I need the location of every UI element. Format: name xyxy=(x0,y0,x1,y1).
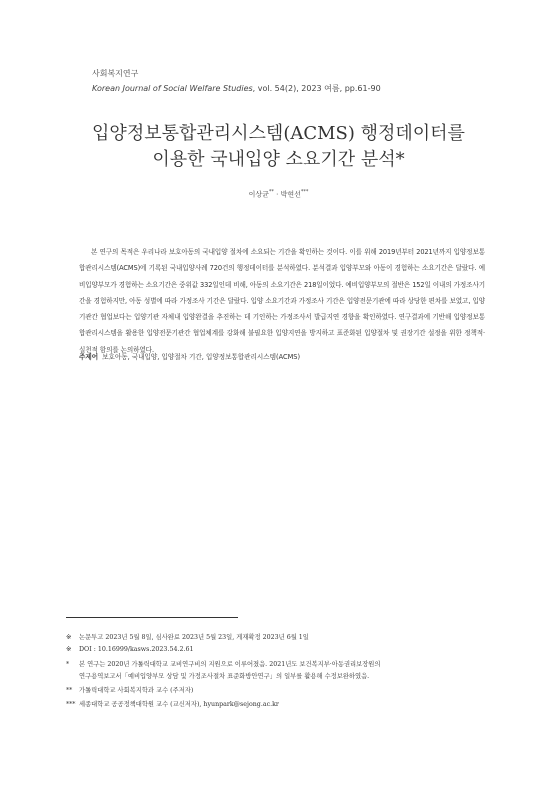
paper-title xyxy=(40,121,517,173)
keywords-label: 주제어 xyxy=(79,353,99,361)
footnote-doi xyxy=(66,646,193,653)
footnote-mark: *** xyxy=(66,701,76,708)
footnote-mark: ** xyxy=(66,687,73,694)
footnote-mark: ※ xyxy=(66,646,72,653)
footnote-received xyxy=(66,632,309,641)
footnote-text: 본 연구는 2020년 가톨릭대학교 교비연구비의 지원으로 이루어졌음. 2021년도 보건복지부·아동권리보장원의 xyxy=(79,661,381,668)
author-footnote-mark: ** xyxy=(268,189,274,195)
title-line-2: 이용한 국내입양 소요기간 분석* xyxy=(152,149,405,170)
journal-volume-info: , vol. 54(2), 2023 여름, pp.61-90 xyxy=(252,84,381,93)
author-list xyxy=(0,189,557,199)
keywords xyxy=(79,351,485,361)
footnote-author2 xyxy=(66,699,279,708)
footnote-text: 세종대학교 공공정책대학원 교수 (교신저자), hyunpark@sejong.ac.kr xyxy=(79,701,279,708)
footnote-text: 논문투고 2023년 5월 8일, 심사완료 2023년 5월 23일, 게재확정 2023년 6월 1일 xyxy=(79,634,309,641)
keywords-text: 보호아동, 국내입양, 입양절차 기간, 입양정보통합관리시스템(ACMS) xyxy=(102,353,301,361)
footnote-divider xyxy=(66,617,238,618)
footnote-funding xyxy=(66,659,380,668)
journal-citation xyxy=(92,83,381,94)
author-name: 이상균 xyxy=(248,190,269,199)
title-line-1: 입양정보통합관리시스템(ACMS) 행정데이터를 xyxy=(92,123,465,144)
author-separator: · xyxy=(273,190,281,199)
author-name: 박현선 xyxy=(280,190,301,199)
journal-name-english: Korean Journal of Social Welfare Studies xyxy=(92,84,253,93)
footnote-author1 xyxy=(66,685,193,694)
footnote-mark: ※ xyxy=(66,634,72,641)
footnote-mark: * xyxy=(66,661,70,668)
footnote-funding-continued: 연구용역보고서「예비입양부모 상담 및 가정조사절차 표준화방안연구」의 일부를 활용해 수정보완하였음. xyxy=(79,673,370,680)
journal-name-korean: 사회복지연구 xyxy=(92,69,139,78)
footnote-text: DOI : 10.16999/kasws.2023.54.2.61 xyxy=(79,646,194,653)
footnote-text: 가톨릭대학교 사회복지학과 교수 (주저자) xyxy=(79,687,194,694)
abstract: 본 연구의 목적은 우리나라 보호아동의 국내입양 절차에 소요되는 기간을 확인하는 것이다. 이를 위해 2019년부터 2021년까지 입양정보통합관리시스템(ACMS)에 기록된 국내입양사례 720건의 행정데이터를 분석하였다. 분석결과 입양부모와 아동이 경험하는 소요기간은 달랐다. 예비입양부모가 경험하는 소요기간은 중위값 332일인데 비해, 아동의 소요기간은 218일이었다. 예비입양부모의 절반은 152일 이내의 가정조사기간을 경험하지만, 아동 성별에 따라 가정조사 기간은 달랐다. 입양 소요기간과 가정조사 기간은 입양전문기관에 따라 상당한 편차를 보였고, 입양기관간 협업보다는 입양기관 자체내 입양완결을 추진하는 데 기인하는 가정조사서 발급지연 경향을 확인하였다. 연구결과에 기반해 입양정보통합관리시스템을 활용한 입양전문기관간 협업체계를 강화해 불필요한 입양지연을 방지하고 표준화된 입양절차 및 권장기간 설정을 위한 정책적·실천적 함의를 논의하였다. xyxy=(79,248,485,354)
author-footnote-mark: *** xyxy=(300,189,309,195)
